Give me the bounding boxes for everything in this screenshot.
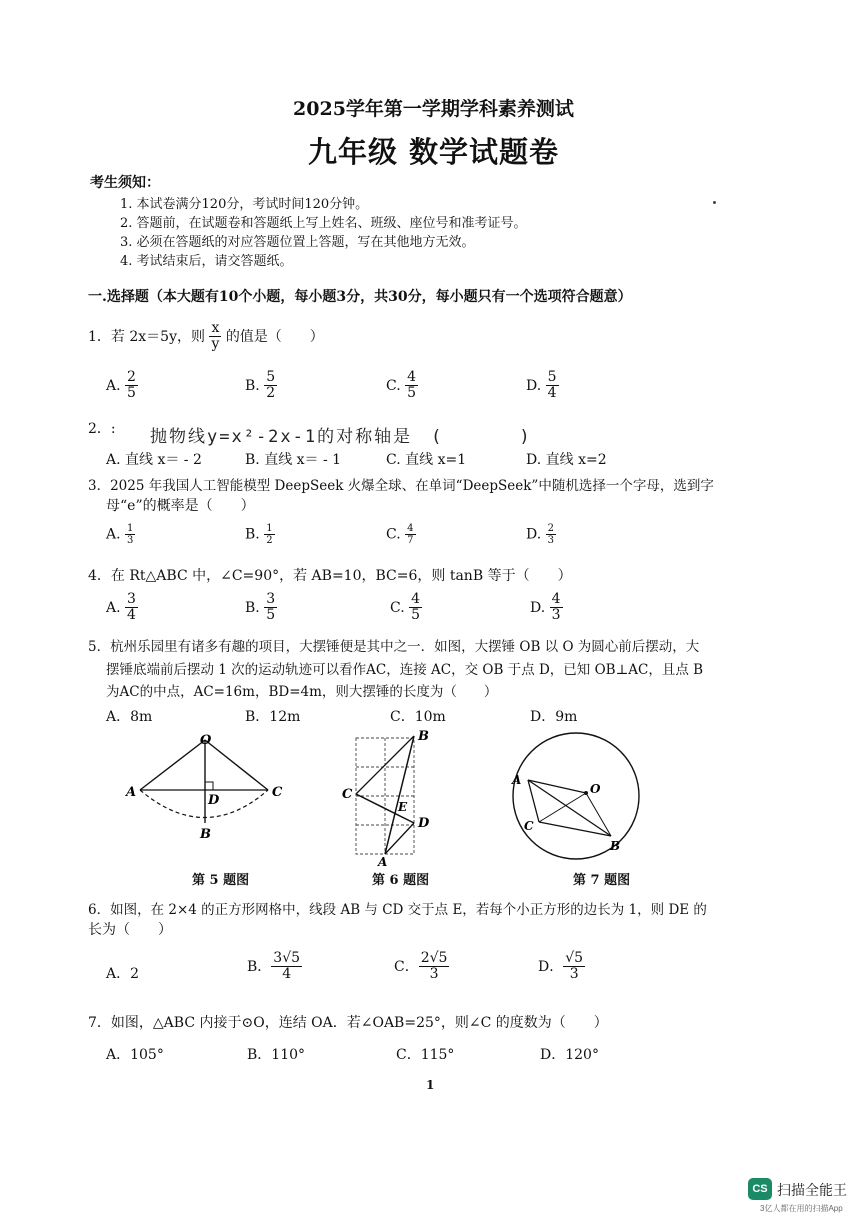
q1-option-d[interactable]: D. $\frac{5}{4}$ — [526, 369, 557, 402]
figure-5 — [118, 730, 298, 845]
exam-title: 2025学年第一学期学科素养测试 — [293, 98, 574, 120]
q7-option-b[interactable]: B．110° — [247, 1047, 306, 1063]
note-item: 2. 答题前，在试题卷和答题纸上写上姓名、班级、座位号和准考证号。 — [120, 216, 527, 231]
figure-6 — [338, 728, 438, 868]
q3-line2: 母“e”的概率是（ ） — [106, 498, 255, 514]
note-item: 4. 考试结束后，请交答题纸。 — [120, 254, 293, 269]
q3-option-b[interactable]: B. $\frac{1}{2}$ — [245, 523, 273, 546]
fig7-label-C: C — [524, 819, 534, 833]
q7-text: 7．如图，△ABC 内接于⊙O，连结 OA．若∠OAB=25°，则∠C 的度数为（ ） — [88, 1015, 608, 1031]
q4-option-b[interactable]: B. $\frac{3}{5}$ — [245, 591, 276, 624]
question-1 — [88, 321, 324, 353]
fig6-label-C: C — [342, 787, 353, 802]
q1-option-a[interactable]: A. $\frac{2}{5}$ — [106, 369, 136, 402]
q1-fraction — [209, 321, 221, 353]
q6-option-b[interactable]: B． $\frac{3√5}{4}$ — [247, 950, 301, 983]
q1-option-b[interactable]: B. $\frac{5}{2}$ — [245, 369, 276, 402]
q6-option-c[interactable]: C． $\frac{2√5}{3}$ — [394, 950, 448, 983]
figure-6-caption: 第 6 题图 — [372, 873, 430, 888]
q2-number: 2．: — [88, 421, 116, 437]
q4-option-a[interactable]: A. $\frac{3}{4}$ — [106, 591, 136, 624]
q2-option-a[interactable]: A. 直线 x＝ - 2 — [106, 452, 202, 468]
fig5-label-C: C — [272, 785, 283, 800]
note-item: 1. 本试卷满分120分，考试时间120分钟。 — [120, 197, 369, 212]
q3-line1: 3．2025 年我国人工智能模型 DeepSeek 火爆全球、在单词“DeepSeek”中随机选择一个字母，选到字 — [88, 478, 714, 494]
q6-option-d[interactable]: D． $\frac{√5}{3}$ — [538, 950, 584, 983]
fig5-label-O: O — [200, 733, 212, 748]
notes-heading: 考生须知： — [90, 175, 160, 191]
figure-5-caption: 第 5 题图 — [192, 873, 250, 888]
fig5-label-B: B — [200, 827, 211, 842]
q5-line1: 5．杭州乐园里有诸多有趣的项目，大摆锤便是其中之一．如图，大摆锤 OB 以 O 为圆心前后摆动，大 — [88, 639, 700, 655]
fig7-label-A: A — [512, 773, 522, 787]
camscanner-name: 扫描全能王 — [777, 1182, 847, 1198]
camscanner-tagline: 3亿人都在用的扫描App — [760, 1204, 843, 1213]
q7-option-a[interactable]: A．105° — [106, 1047, 164, 1063]
figure-7-caption: 第 7 题图 — [573, 873, 631, 888]
q7-option-c[interactable]: C．115° — [396, 1047, 455, 1063]
q6-option-a[interactable]: A．2 — [106, 966, 140, 982]
q4-option-c[interactable]: C. $\frac{4}{5}$ — [390, 591, 421, 624]
scan-speck — [713, 201, 716, 204]
q5-line3: 为AC的中点，AC=16m，BD=4m，则大摆锤的长度为（ ） — [106, 684, 498, 700]
figure-7 — [506, 730, 646, 860]
q7-option-d[interactable]: D．120° — [540, 1047, 599, 1063]
q4-option-d[interactable]: D. $\frac{4}{3}$ — [530, 591, 561, 624]
q5-option-c[interactable]: C．10m — [390, 709, 446, 725]
fig6-label-E: E — [398, 800, 408, 814]
fig6-label-D: D — [418, 816, 430, 831]
q2-option-c[interactable]: C. 直线 x=1 — [386, 452, 467, 468]
fig6-label-A: A — [378, 855, 388, 868]
q3-option-d[interactable]: D. $\frac{2}{3}$ — [526, 523, 555, 546]
q4-text: 4．在 Rt△ABC 中，∠C=90°，若 AB=10，BC=6，则 tanB 等于（ ） — [88, 568, 572, 584]
fig5-label-D: D — [208, 793, 220, 808]
q2-option-b[interactable]: B. 直线 x＝ - 1 — [245, 452, 342, 468]
q6-line2: 长为（ ） — [88, 922, 172, 938]
q3-option-c[interactable]: C. $\frac{4}{7}$ — [386, 523, 414, 546]
q5-line2: 摆锤底端前后摆动 1 次的运动轨迹可以看作AC，连接 AC，交 OB 于点 D，已知 OB⊥AC，且点 B — [106, 662, 704, 678]
fig6-label-B: B — [418, 729, 429, 744]
q1-fd: y — [211, 336, 220, 353]
note-item: 3. 必须在答题纸的对应答题位置上答题，写在其他地方无效。 — [120, 235, 475, 250]
page-number: 1 — [426, 1078, 435, 1092]
q1-option-c[interactable]: C. $\frac{4}{5}$ — [386, 369, 417, 402]
paper-title: 九年级 数学试题卷 — [307, 135, 560, 169]
q6-line1: 6．如图，在 2×4 的正方形网格中，线段 AB 与 CD 交于点 E，若每个小正方形的边长为 1，则 DE 的 — [88, 902, 707, 918]
q1-pre: 1．若 2x＝5y，则 — [88, 328, 205, 345]
fig7-label-B: B — [610, 839, 621, 853]
q1-post: 的值是（ ） — [225, 328, 324, 345]
fig7-label-O: O — [590, 782, 601, 796]
camscanner-logo-icon: CS — [748, 1178, 772, 1200]
q3-option-a[interactable]: A. $\frac{1}{3}$ — [106, 523, 134, 546]
q1-fn: x — [209, 321, 221, 337]
q2-handwritten-text: 抛物线y=x²-2x-1的对称轴是 ( ) — [150, 427, 532, 447]
section-heading: 一.选择题（本大题有10个小题，每小题3分，共30分，每小题只有一个选项符合题意） — [88, 289, 632, 305]
q2-option-d[interactable]: D. 直线 x=2 — [526, 452, 607, 468]
q5-option-d[interactable]: D．9m — [530, 709, 578, 725]
q5-option-a[interactable]: A．8m — [106, 709, 153, 725]
q5-option-b[interactable]: B．12m — [245, 709, 301, 725]
fig5-label-A: A — [126, 785, 137, 800]
